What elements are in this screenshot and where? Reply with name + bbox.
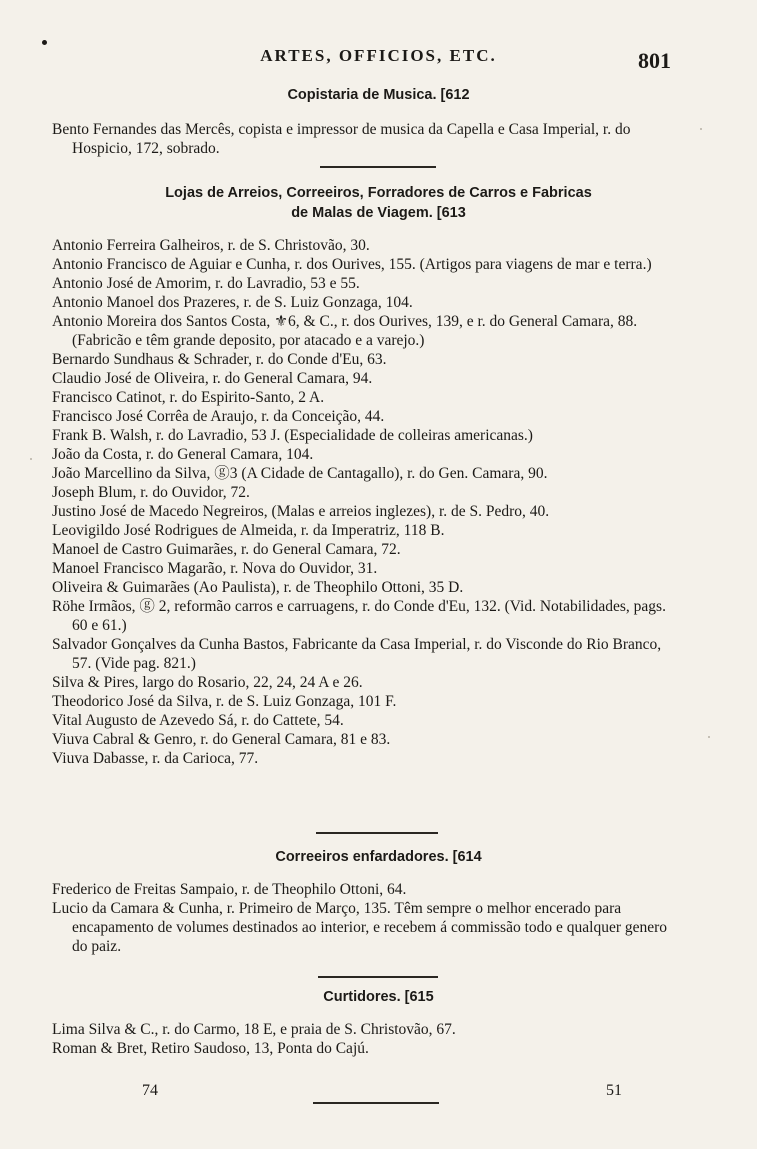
page-number: 801 xyxy=(638,48,671,73)
list-item: Roman & Bret, Retiro Saudoso, 13, Ponta do Cajú. xyxy=(52,1040,369,1057)
list-item: Leovigildo José Rodrigues de Almeida, r. da Imperatriz, 118 B. xyxy=(52,522,445,539)
list-item: Antonio José de Amorim, r. do Lavradio, 53 e 55. xyxy=(52,275,360,292)
list-item: Manoel de Castro Guimarães, r. do General Camara, 72. xyxy=(52,541,401,558)
list-item: Francisco Catinot, r. do Espirito-Santo, 2 A. xyxy=(52,389,325,406)
list-item: Bernardo Sundhaus & Schrader, r. do Conde d'Eu, 63. xyxy=(52,351,387,368)
paper-fleck xyxy=(708,736,710,738)
list-item: Salvador Gonçalves da Cunha Bastos, Fabricante da Casa Imperial, r. do Visconde do Rio Branco, 57. (Vide pag. 821.) xyxy=(52,636,662,672)
list-item: Manoel Francisco Magarão, r. Nova do Ouvidor, 31. xyxy=(52,560,378,577)
running-head: ARTES, OFFICIOS, ETC. xyxy=(260,46,497,65)
signature-mark-right: 51 xyxy=(606,1082,622,1099)
section-title-copistaria: Copistaria de Musica. [612 xyxy=(287,87,470,103)
list-item: João da Costa, r. do General Camara, 104. xyxy=(52,446,314,463)
section-entries-copistaria xyxy=(52,120,682,158)
list-item: Lucio da Camara & Cunha, r. Primeiro de Março, 135. Têm sempre o melhor encerado para encapamento de volumes destinados ao interior, e recebem á commissão todo e qualquer genero do paiz. xyxy=(52,900,668,955)
list-item: Viuva Dabasse, r. da Carioca, 77. xyxy=(52,750,259,767)
ink-dot xyxy=(42,40,47,45)
list-item: Francisco José Corrêa de Araujo, r. da Conceição, 44. xyxy=(52,408,385,425)
list-item: Silva & Pires, largo do Rosario, 22, 24, 24 A e 26. xyxy=(52,674,363,691)
list-item: Antonio Francisco de Aguiar e Cunha, r. dos Ourives, 155. (Artigos para viagens de mar e terra.) xyxy=(52,256,652,273)
section-divider xyxy=(318,976,438,978)
section-entries-enfardadores xyxy=(52,880,682,956)
list-item: Justino José de Macedo Negreiros, (Malas e arreios inglezes), r. de S. Pedro, 40. xyxy=(52,503,550,520)
section-entries-arreios xyxy=(52,236,682,768)
section-divider xyxy=(316,832,438,834)
list-item: João Marcellino da Silva, ⓖ3 (A Cidade de Cantagallo), r. do Gen. Camara, 90. xyxy=(52,465,548,482)
section-entries-curtidores xyxy=(52,1020,682,1058)
list-item: Frank B. Walsh, r. do Lavradio, 53 J. (Especialidade de colleiras americanas.) xyxy=(52,427,533,444)
list-item: Joseph Blum, r. do Ouvidor, 72. xyxy=(52,484,250,501)
list-item: Antonio Moreira dos Santos Costa, ⚜6, & C., r. dos Ourives, 139, e r. do General Camara, 88. (Fabricão e têm grande deposito, por atacado e a varejo.) xyxy=(52,313,638,349)
list-item: Lima Silva & C., r. do Carmo, 18 E, e praia de S. Christovão, 67. xyxy=(52,1021,456,1038)
list-item: Röhe Irmãos, ⓖ 2, reformão carros e carruagens, r. do Conde d'Eu, 132. (Vid. Notabilidades, pags. 60 e 61.) xyxy=(52,598,666,634)
list-item: Antonio Ferreira Galheiros, r. de S. Christovão, 30. xyxy=(52,237,370,254)
paper-fleck xyxy=(30,458,32,460)
paper-fleck xyxy=(700,128,702,130)
list-item: Viuva Cabral & Genro, r. do General Camara, 81 e 83. xyxy=(52,731,391,748)
list-item: Frederico de Freitas Sampaio, r. de Theophilo Ottoni, 64. xyxy=(52,881,407,898)
section-title-enfardadores: Correeiros enfardadores. [614 xyxy=(275,849,482,865)
signature-mark-left: 74 xyxy=(142,1082,158,1099)
list-item: Claudio José de Oliveira, r. do General Camara, 94. xyxy=(52,370,373,387)
list-item: Vital Augusto de Azevedo Sá, r. do Cattete, 54. xyxy=(52,712,344,729)
section-divider xyxy=(320,166,436,168)
list-item: Bento Fernandes das Mercês, copista e impressor de musica da Capella e Casa Imperial, r. do Hospicio, 172, sobrado. xyxy=(52,121,631,157)
list-item: Antonio Manoel dos Prazeres, r. de S. Luiz Gonzaga, 104. xyxy=(52,294,413,311)
section-title-arreios-line1: Lojas de Arreios, Correeiros, Forradores de Carros e Fabricas xyxy=(165,185,592,201)
list-item: Theodorico José da Silva, r. de S. Luiz Gonzaga, 101 F. xyxy=(52,693,397,710)
list-item: Oliveira & Guimarães (Ao Paulista), r. de Theophilo Ottoni, 35 D. xyxy=(52,579,464,596)
section-title-curtidores: Curtidores. [615 xyxy=(323,989,434,1005)
section-title-arreios-line2: de Malas de Viagem. [613 xyxy=(291,205,466,221)
footer-divider xyxy=(313,1102,439,1104)
